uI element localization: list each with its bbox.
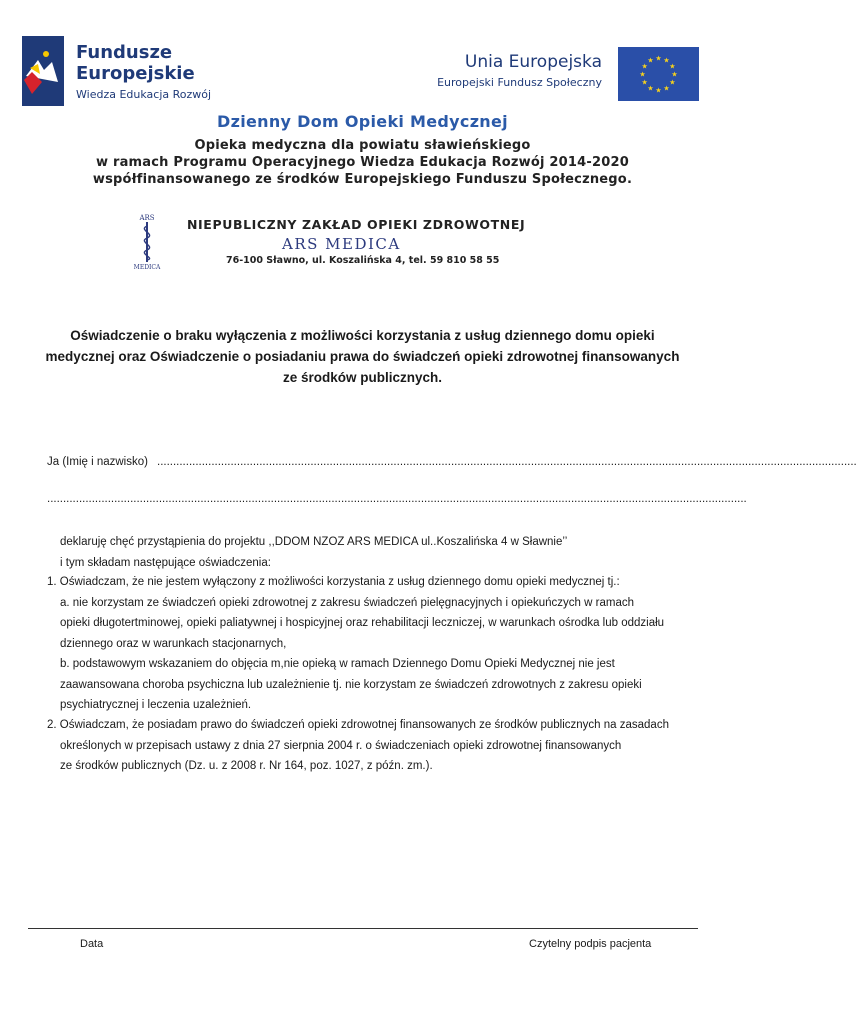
institution-address: 76-100 Sławno, ul. Koszalińska 4, tel. 59 810 58 55 [226,255,500,266]
logo-text-top: ARS [139,214,155,222]
declaration-line: deklaruję chęć przystąpienia do projektu ,,DDOM NZOZ ARS MEDICA ul..Koszalińska 4 w Sławnie’’ [60,536,568,548]
logo-text-bottom: MEDICA [133,264,161,271]
eu-star-icon: ★ [641,78,648,87]
eu-star-icon: ★ [669,62,676,71]
project-line-3: współfinansowanego ze środków Europejskiego Funduszu Społecznego. [92,172,633,187]
declaration-line: i tym składam następujące oświadczenia: [60,557,271,569]
eu-star-icon: ★ [647,56,654,65]
eu-star-icon: ★ [639,70,646,79]
eu-star-icon: ★ [671,70,678,79]
eu-star-icon: ★ [647,84,654,93]
declaration-line: b. podstawowym wskazaniem do objęcia m,nie opieką w ramach Dziennego Domu Opieki Medycznej nie jest [60,658,615,670]
eu-star-icon: ★ [663,84,670,93]
declaration-line: opieki długotertminowej, opieki paliatywnej i hospicyjnej oraz rehabilitacji leczniczej, w warunkach ośrodka lub oddziału [60,617,665,629]
institution-brand: ARS MEDICA [282,235,401,253]
declaration-title: Oświadczenie o braku wyłączenia z możliwości korzystania z usług dziennego domu opieki medycznej oraz Oświadczenie o posiadaniu prawa do świadczeń opieki zdrowotnej finansowanych ze środków publicznych. [45,328,680,385]
eu-title: Unia Europejska [464,52,602,72]
project-line-2: w ramach Programu Operacyjnego Wiedza Edukacja Rozwój 2014-2020 [96,155,629,170]
eu-star-icon: ★ [655,86,662,95]
declaration-line: 2. Oświadczam, że posiadam prawo do świadczeń opieki zdrowotnej finansowanych ze środków publicznych na zasadach [47,719,669,731]
fundusze-europejskie-logo [22,36,64,106]
eu-star-icon: ★ [663,56,670,65]
eu-star-icon: ★ [655,54,662,63]
declaration-line: ze środków publicznych (Dz. u. z 2008 r. Nr 164, poz. 1027, z późn. zm.). [60,760,433,772]
date-label: Data [80,938,104,950]
declaration-line: psychiatrycznej i leczenia uzależnień. [60,699,252,711]
declaration-line: a. nie korzystam ze świadczeń opieki zdrowotnej z zakresu świadczeń pielęgnacyjnych i opiekuńczych w ramach [60,597,634,609]
fe-logo-line2: Europejskie [76,63,195,84]
eu-star-icon: ★ [669,78,676,87]
name-label: Ja (Imię i nazwisko) [47,456,148,468]
project-line-1: Opieka medyczna dla powiatu sławieńskiego [194,138,531,153]
fe-logo-line3: Wiedza Edukacja Rozwój [76,88,212,101]
signature-label: Czytelny podpis pacjenta [529,938,652,950]
ars-medica-logo [126,212,168,270]
declaration-line: zaawansowana choroba psychiczna lub uzależnienie tj. nie korzystam ze świadczeń zdrowotnych z zakresu opieki [60,679,642,691]
institution-name: NIEPUBLICZNY ZAKŁAD OPIEKI ZDROWOTNEJ [187,217,526,232]
fe-logo-line1: Fundusze [76,42,173,63]
eu-star-icon: ★ [641,62,648,71]
signature-divider [28,928,698,929]
eu-subtitle: Europejski Fundusz Społeczny [437,76,602,89]
name-input-line[interactable]: ........................................................................................................................................................................................................................... [157,456,857,468]
declaration-line: określonych w przepisach ustawy z dnia 27 sierpnia 2004 r. o świadczeniach opieki zdrowotnej finansowanych [60,740,622,752]
declaration-line: 1. Oświadczam, że nie jestem wyłączony z możliwości korzystania z usług dziennego domu opieki medycznej tj.: [47,576,620,588]
name-input-line-2[interactable]: ........................................................................................................................................................................................................................... [47,493,747,505]
declaration-line: dziennego oraz w warunkach stacjonarnych, [60,638,287,650]
eu-flag-icon [618,47,699,101]
project-title: Dzienny Dom Opieki Medycznej [217,112,508,131]
